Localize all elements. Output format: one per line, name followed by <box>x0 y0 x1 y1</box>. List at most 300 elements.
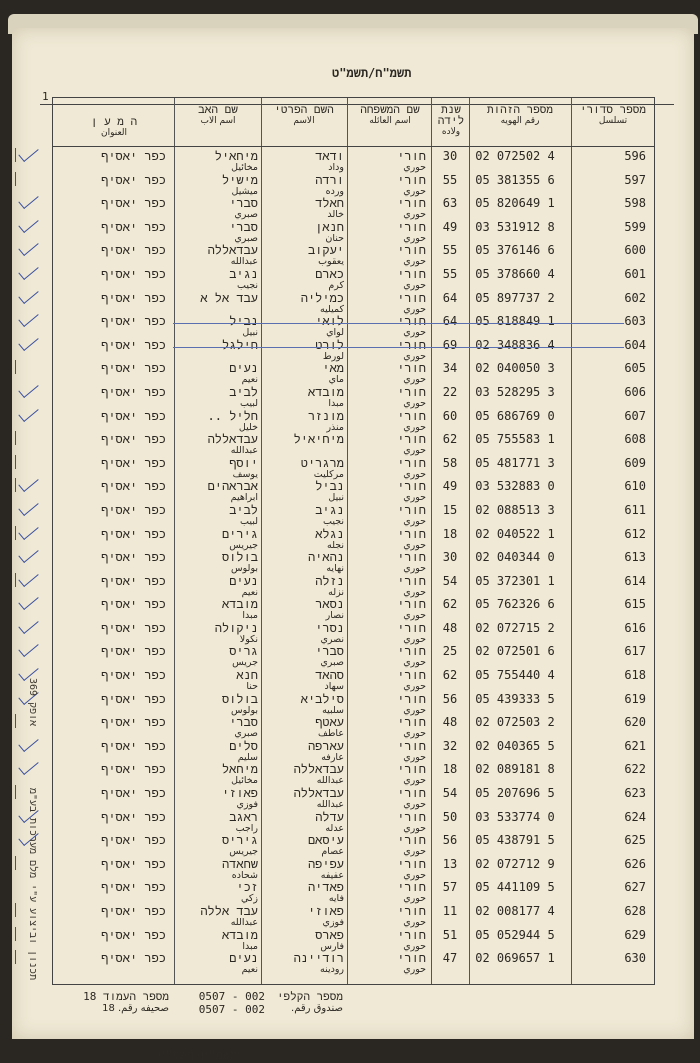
id-text: 05 755583 1 <box>475 432 555 447</box>
cell-id <box>466 811 564 824</box>
cell-year <box>432 575 468 588</box>
cell-addr <box>54 716 166 729</box>
cell-family <box>356 551 426 574</box>
header-serial-he: מספר סדורי <box>579 103 647 116</box>
id-text: 05 897737 2 <box>475 290 555 305</box>
family-text: חורי <box>397 314 426 329</box>
cell-serial <box>576 528 646 541</box>
addr-text: כפר יאסיף <box>101 502 166 517</box>
table-row <box>53 386 654 410</box>
cell-id <box>466 881 564 894</box>
cell-given <box>264 551 344 574</box>
family-arabic: حوري <box>403 846 426 858</box>
year-text: 56 <box>442 691 458 706</box>
table-header <box>53 98 654 147</box>
cell-serial <box>576 551 646 564</box>
cell-year <box>432 292 468 305</box>
year-text: 32 <box>442 738 458 753</box>
family-arabic: حوري <box>403 468 426 480</box>
handwritten-mark-icon <box>13 429 43 449</box>
family-arabic: حوري <box>403 303 426 315</box>
id-text: 02 348836 4 <box>475 337 555 352</box>
family-text: חורי <box>397 573 426 588</box>
addr-text: כפר יאסיף <box>101 526 166 541</box>
addr-text: כפר יאסיף <box>101 219 166 234</box>
serial-text: 619 <box>624 691 646 706</box>
cell-year <box>432 811 468 824</box>
cell-family <box>356 811 426 834</box>
cell-family <box>356 669 426 692</box>
table-row <box>53 504 654 528</box>
family-text: חורי <box>397 502 426 517</box>
id-text: 05 818849 1 <box>475 314 555 329</box>
cell-family <box>356 386 426 409</box>
year-text: 48 <box>442 620 458 635</box>
year-text: 49 <box>442 479 458 494</box>
cell-id <box>466 551 564 564</box>
cell-family <box>356 221 426 244</box>
year-text: 50 <box>442 809 458 824</box>
family-text: חורי <box>397 715 426 730</box>
cell-year <box>432 244 468 257</box>
header-address-he: ה מ ע ן <box>90 115 138 128</box>
given-text: מיחיאיל <box>293 432 344 447</box>
cell-id <box>466 221 564 234</box>
id-text: 02 089181 8 <box>475 762 555 777</box>
cell-addr <box>54 244 166 257</box>
given-arabic: نهايه <box>326 563 344 575</box>
cell-serial <box>576 952 646 965</box>
cell-serial <box>576 787 646 800</box>
cell-id <box>466 457 564 470</box>
addr-text: כפר יאסיף <box>101 904 166 918</box>
cell-addr <box>54 693 166 706</box>
father-arabic: نجيب <box>237 279 258 291</box>
ballot-label-ar: صندوق رقم. <box>291 1003 343 1014</box>
year-text: 56 <box>442 833 458 848</box>
cell-id <box>466 174 564 187</box>
handwritten-mark-icon <box>13 358 43 378</box>
cell-family <box>356 410 426 433</box>
cell-year <box>432 952 468 965</box>
serial-text: 627 <box>624 880 646 895</box>
given-text: ורדה <box>315 172 344 187</box>
serial-text: 613 <box>624 550 646 565</box>
family-arabic: حوري <box>403 232 426 244</box>
given-arabic: عفيفه <box>320 869 344 881</box>
cell-year <box>432 740 468 753</box>
given-arabic: فارس <box>320 940 344 952</box>
father-text: עבד אללה <box>200 904 258 918</box>
cell-id <box>466 575 564 588</box>
given-text: מאי <box>322 361 344 376</box>
cell-year <box>432 410 468 423</box>
addr-text: כפר יאסיף <box>101 432 166 447</box>
side-printer-credit: תכנון וביצוע ע"י מלם מערכות בע"מ <box>27 788 38 981</box>
cell-family <box>356 197 426 220</box>
cell-family <box>356 716 426 739</box>
father-text: עבד אל א <box>200 290 258 305</box>
table-row <box>53 315 654 339</box>
handwritten-mark-icon <box>13 524 43 544</box>
given-arabic: ورده <box>325 185 344 197</box>
cell-father <box>174 881 258 904</box>
family-text: חורי <box>397 266 426 281</box>
cell-id <box>466 339 564 352</box>
family-arabic: حوري <box>403 327 426 339</box>
cell-id <box>466 858 564 871</box>
year-text: 22 <box>442 384 458 399</box>
header-serial-ar: تسلسل <box>598 116 628 126</box>
cell-year <box>432 174 468 187</box>
cell-family <box>356 433 426 456</box>
header-given-he: השם הפרטי <box>274 103 334 116</box>
family-arabic: حوري <box>403 964 426 976</box>
cell-father <box>174 150 258 173</box>
family-text: חורי <box>397 172 426 187</box>
table-row <box>53 150 654 174</box>
family-text: חורי <box>397 762 426 777</box>
handwritten-mark-icon <box>13 406 43 426</box>
id-text: 05 207696 5 <box>475 786 555 801</box>
id-text: 02 072501 6 <box>475 644 555 659</box>
cell-given <box>264 244 344 267</box>
header-id-he: מספר הזהות <box>486 103 554 116</box>
cell-father <box>174 693 258 716</box>
addr-text: כפר יאסיף <box>101 880 166 895</box>
cell-father <box>174 905 258 928</box>
table-row <box>53 881 654 905</box>
given-text: ודאד <box>315 149 344 163</box>
serial-text: 614 <box>624 573 646 588</box>
cell-id <box>466 362 564 375</box>
given-text: סילביא <box>300 691 344 706</box>
cell-father <box>174 339 258 352</box>
father-text: מיחאל <box>221 762 258 777</box>
cell-father <box>174 669 258 692</box>
given-text: נזלה <box>315 573 344 588</box>
family-arabic: حوري <box>403 751 426 763</box>
year-text: 55 <box>442 243 458 258</box>
addr-text: כפר יאסיף <box>101 597 166 612</box>
cell-given <box>264 362 344 385</box>
cell-family <box>356 952 426 975</box>
cell-serial <box>576 150 646 163</box>
handwritten-mark-icon <box>13 547 43 567</box>
cell-given <box>264 575 344 598</box>
cell-id <box>466 244 564 257</box>
cell-serial <box>576 598 646 611</box>
father-text: נעים <box>229 951 258 966</box>
cell-family <box>356 834 426 857</box>
cell-serial <box>576 174 646 187</box>
father-arabic: مخائيل <box>231 162 258 173</box>
cell-id <box>466 929 564 942</box>
year-text: 30 <box>442 149 458 163</box>
cell-year <box>432 551 468 564</box>
cell-family <box>356 763 426 786</box>
addr-text: כפר יאסיף <box>101 738 166 753</box>
year-text: 64 <box>442 314 458 329</box>
cell-serial <box>576 410 646 423</box>
cell-addr <box>54 834 166 847</box>
id-text: 03 528295 3 <box>475 384 555 399</box>
year-text: 18 <box>442 762 458 777</box>
family-arabic: حوري <box>403 397 426 409</box>
serial-text: 602 <box>624 290 646 305</box>
id-text: 02 072712 9 <box>475 856 555 871</box>
year-text: 34 <box>442 361 458 376</box>
given-text: מובדא <box>307 384 344 399</box>
serial-text: 612 <box>624 526 646 541</box>
header-father <box>178 104 258 127</box>
cell-id <box>466 622 564 635</box>
cell-year <box>432 669 468 682</box>
given-text: נהאיה <box>307 550 344 565</box>
id-text: 02 069657 1 <box>475 951 555 966</box>
addr-text: כפר יאסיף <box>101 290 166 305</box>
cell-family <box>356 528 426 551</box>
cell-given <box>264 693 344 716</box>
header-address-ar: العنوان <box>100 128 128 138</box>
cell-given <box>264 716 344 739</box>
cell-year <box>432 433 468 446</box>
cell-addr <box>54 292 166 305</box>
family-arabic: حوري <box>403 799 426 811</box>
cell-given <box>264 457 344 480</box>
family-text: חורי <box>397 384 426 399</box>
year-text: 51 <box>442 927 458 942</box>
cell-year <box>432 480 468 493</box>
addr-text: כפר יאסיף <box>101 455 166 470</box>
serial-text: 620 <box>624 715 646 730</box>
handwritten-mark-icon <box>13 759 43 779</box>
family-arabic: حوري <box>403 563 426 575</box>
given-text: יעקוב <box>307 243 344 258</box>
family-arabic: حوري <box>403 350 426 362</box>
cell-id <box>466 197 564 210</box>
family-text: חורי <box>397 290 426 305</box>
ballot-label-he: מספר הקלפי <box>276 990 343 1003</box>
cell-given <box>264 952 344 975</box>
given-text: פאדיה <box>307 880 344 895</box>
given-arabic: فايه <box>328 893 344 905</box>
header-serial <box>576 104 650 127</box>
cell-serial <box>576 834 646 847</box>
cell-addr <box>54 787 166 800</box>
father-text: גירים <box>221 526 258 541</box>
given-text: נגלא <box>315 526 344 541</box>
id-text: 05 378660 4 <box>475 266 555 281</box>
year-text: 11 <box>442 904 458 918</box>
serial-text: 604 <box>624 337 646 352</box>
given-arabic: سلبيه <box>322 704 344 716</box>
given-text: כארם <box>315 266 344 281</box>
father-arabic: نبيل <box>242 327 258 339</box>
family-arabic: حوري <box>403 610 426 622</box>
cell-father <box>174 410 258 433</box>
header-father-ar: اسم الاب <box>200 116 236 126</box>
cell-id <box>466 905 564 918</box>
cell-father <box>174 315 258 338</box>
id-text: 05 052944 5 <box>475 927 555 942</box>
family-text: חורי <box>397 432 426 447</box>
addr-text: כפר יאסיף <box>101 314 166 329</box>
family-arabic: حوري <box>403 421 426 433</box>
father-text: נעים <box>229 573 258 588</box>
family-arabic: حوري <box>403 539 426 551</box>
given-arabic: كرم <box>328 279 344 291</box>
father-text: נעים <box>229 361 258 376</box>
table-row <box>53 575 654 599</box>
year-text: 48 <box>442 715 458 730</box>
cell-family <box>356 622 426 645</box>
father-arabic: ميشيل <box>231 185 258 197</box>
year-text: 62 <box>442 668 458 683</box>
addr-text: כפר יאסיף <box>101 266 166 281</box>
cell-addr <box>54 315 166 328</box>
serial-text: 629 <box>624 927 646 942</box>
header-family <box>350 104 430 127</box>
given-arabic: نجيب <box>323 515 344 527</box>
cell-father <box>174 811 258 834</box>
id-text: 05 686769 0 <box>475 408 555 423</box>
cell-father <box>174 575 258 598</box>
cell-year <box>432 858 468 871</box>
addr-text: כפר יאסיף <box>101 337 166 352</box>
id-text: 05 762326 6 <box>475 597 555 612</box>
cell-addr <box>54 528 166 541</box>
addr-text: כפר יאסיף <box>101 786 166 801</box>
cell-given <box>264 905 344 928</box>
id-text: 05 820649 1 <box>475 196 555 211</box>
father-arabic: راجب <box>235 822 258 834</box>
cell-given <box>264 787 344 810</box>
father-arabic: مبدا <box>242 610 258 622</box>
cell-family <box>356 244 426 267</box>
year-text: 57 <box>442 880 458 895</box>
cell-year <box>432 716 468 729</box>
cell-serial <box>576 433 646 446</box>
cell-serial <box>576 339 646 352</box>
cell-given <box>264 268 344 291</box>
table-row <box>53 929 654 953</box>
father-text: שחאדה <box>221 856 258 871</box>
cell-given <box>264 433 344 446</box>
given-arabic: عصام <box>321 846 344 858</box>
pen-strikethrough <box>173 323 624 324</box>
cell-serial <box>576 763 646 776</box>
serial-text: 609 <box>624 455 646 470</box>
cell-serial <box>576 645 646 658</box>
cell-family <box>356 575 426 598</box>
cell-father <box>174 528 258 551</box>
father-arabic: مبدا <box>242 940 258 952</box>
given-arabic: عاطف <box>318 728 344 740</box>
cell-year <box>432 197 468 210</box>
father-text: סברי <box>229 715 258 730</box>
year-text: 62 <box>442 432 458 447</box>
father-arabic: نكولا <box>239 633 258 645</box>
cell-id <box>466 763 564 776</box>
table-row <box>53 410 654 434</box>
cell-father <box>174 834 258 857</box>
family-text: חורי <box>397 526 426 541</box>
given-text: עבדאללה <box>293 786 344 801</box>
cell-father <box>174 551 258 574</box>
father-text: עבדאללה <box>207 243 258 258</box>
cell-id <box>466 315 564 328</box>
family-text: חורי <box>397 196 426 211</box>
given-text: רודיינה <box>293 951 344 966</box>
cell-id <box>466 268 564 281</box>
family-text: חורי <box>397 644 426 659</box>
serial-text: 611 <box>624 502 646 517</box>
father-arabic: خليل <box>238 421 258 433</box>
serial-text: 603 <box>624 314 646 329</box>
cell-serial <box>576 716 646 729</box>
handwritten-mark-icon <box>13 217 43 237</box>
father-text: חנא <box>236 668 258 683</box>
handwritten-mark-icon <box>13 500 43 520</box>
cell-family <box>356 693 426 716</box>
given-text: עדלה <box>315 809 344 824</box>
cell-family <box>356 787 426 810</box>
family-text: חורי <box>397 856 426 871</box>
cell-addr <box>54 551 166 564</box>
id-text: 05 372301 1 <box>475 573 555 588</box>
cell-given <box>264 834 344 857</box>
family-text: חורי <box>397 597 426 612</box>
cell-serial <box>576 669 646 682</box>
id-text: 03 532883 0 <box>475 479 555 494</box>
id-text: 02 088513 3 <box>475 502 555 517</box>
header-id <box>472 104 568 127</box>
cell-year <box>432 645 468 658</box>
code-1: 0507 - 002 <box>198 990 265 1003</box>
cell-father <box>174 504 258 527</box>
given-text: נגיב <box>315 502 344 517</box>
father-text: מובדא <box>221 597 258 612</box>
cell-serial <box>576 197 646 210</box>
given-text: פארס <box>315 927 344 942</box>
family-text: חורי <box>397 408 426 423</box>
handwritten-mark-icon <box>13 618 43 638</box>
cell-year <box>432 504 468 517</box>
father-text: ראגב <box>229 809 258 824</box>
cell-year <box>432 905 468 918</box>
cell-serial <box>576 221 646 234</box>
cell-addr <box>54 881 166 894</box>
father-text: מיחאיל <box>214 149 258 163</box>
handwritten-mark-icon <box>13 736 43 756</box>
serial-text: 600 <box>624 243 646 258</box>
cell-id <box>466 410 564 423</box>
father-text: מישיל <box>221 172 258 187</box>
cell-year <box>432 315 468 328</box>
cell-given <box>264 528 344 551</box>
serial-text: 598 <box>624 196 646 211</box>
given-arabic: حنان <box>325 232 344 244</box>
father-arabic: لبيب <box>240 515 258 527</box>
cell-year <box>432 787 468 800</box>
table-row <box>53 858 654 882</box>
id-text: 02 040522 1 <box>475 526 555 541</box>
addr-text: כפר יאסיף <box>101 833 166 848</box>
cell-serial <box>576 858 646 871</box>
cell-addr <box>54 905 166 918</box>
given-text: עארפה <box>307 738 344 753</box>
